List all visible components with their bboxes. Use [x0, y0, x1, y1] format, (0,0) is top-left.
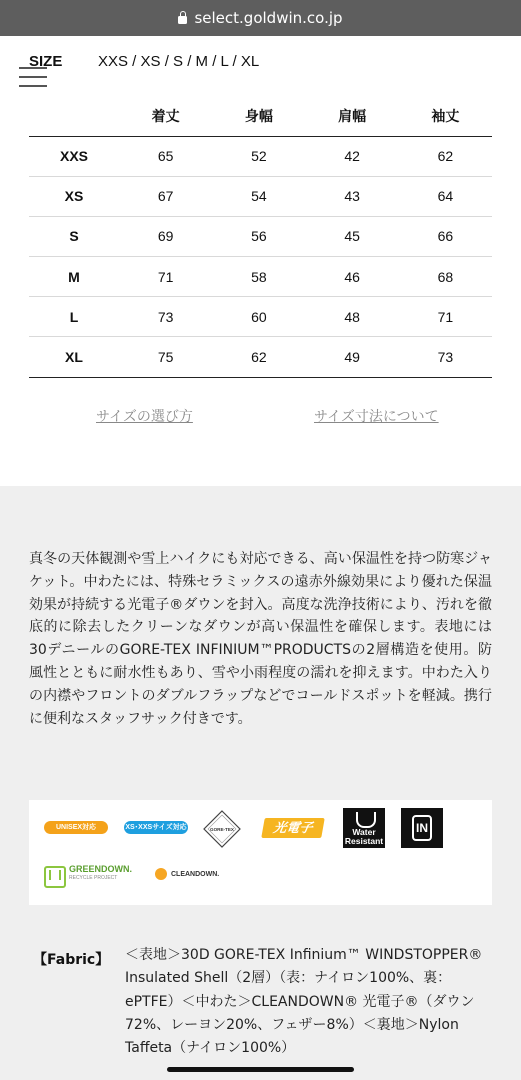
table-row [29, 297, 492, 337]
greendown-label: GREENDOWN. [69, 864, 132, 874]
in-badge-label: IN [412, 815, 432, 841]
value-cell: 71 [399, 297, 492, 337]
value-cell: 62 [399, 136, 492, 176]
hamburger-menu-icon[interactable] [19, 67, 47, 87]
value-cell: 75 [119, 337, 212, 377]
table-row [29, 337, 492, 377]
header-cell: 袖丈 [399, 96, 492, 136]
value-cell: 66 [399, 216, 492, 256]
size-cell: L [29, 297, 119, 337]
header-cell: 身幅 [212, 96, 305, 136]
table-header-row [29, 96, 492, 136]
value-cell: 67 [119, 176, 212, 216]
feature-badges [29, 800, 492, 905]
table-row [29, 176, 492, 216]
value-cell: 46 [306, 257, 399, 297]
greendown-icon [43, 862, 65, 886]
size-guide-link[interactable]: サイズの選び方 [96, 409, 193, 425]
value-cell: 58 [212, 257, 305, 297]
value-cell: 42 [306, 136, 399, 176]
value-cell: 68 [399, 257, 492, 297]
table-row [29, 216, 492, 256]
value-cell: 69 [119, 216, 212, 256]
header-cell: 肩幅 [306, 96, 399, 136]
size-cell: XL [29, 337, 119, 377]
value-cell: 48 [306, 297, 399, 337]
size-cell: XS [29, 176, 119, 216]
kodenshi-badge: 光電子 [261, 818, 325, 838]
browser-url-bar[interactable] [0, 0, 521, 36]
gore-tex-text: GORE-TEX [210, 827, 234, 832]
in-badge [401, 808, 443, 848]
unisex-badge: UNISEX対応 [44, 821, 108, 834]
header-cell [29, 96, 119, 136]
value-cell: 56 [212, 216, 305, 256]
greendown-sub-label: RECYCLE PROJECT [69, 875, 118, 881]
fabric-label: 【Fabric】 [33, 952, 110, 968]
value-cell: 73 [119, 297, 212, 337]
header-cell: 着丈 [119, 96, 212, 136]
value-cell: 49 [306, 337, 399, 377]
url-text: select.goldwin.co.jp [194, 9, 343, 27]
value-cell: 52 [212, 136, 305, 176]
size-cell: XXS [29, 136, 119, 176]
fabric-text: ＜表地＞30D GORE-TEX Infinium™ WINDSTOPPER® Insulated Shell（2層）（表：ナイロン100%、裏：ePTFE）＜中わた＞CLEANDOWN® 光電子®（ダウン72%、レーヨン20%、フェザー8%）＜裏地＞Nylon Taffeta（ナイロン100%） [125, 947, 483, 1057]
size-measurements-link[interactable]: サイズ寸法について [314, 409, 439, 425]
value-cell: 65 [119, 136, 212, 176]
water-resistant-badge: Water Resistant [343, 808, 385, 848]
value-cell: 43 [306, 176, 399, 216]
value-cell: 71 [119, 257, 212, 297]
size-label: SIZE [29, 53, 63, 70]
table-row [29, 136, 492, 176]
home-indicator[interactable] [167, 1067, 354, 1072]
cleandown-label: CLEANDOWN. [171, 870, 220, 878]
size-cell: M [29, 257, 119, 297]
value-cell: 45 [306, 216, 399, 256]
lock-icon [178, 16, 187, 24]
value-cell: 54 [212, 176, 305, 216]
size-cell: S [29, 216, 119, 256]
cleandown-badge [155, 866, 219, 882]
size-list: XXS / XS / S / M / L / XL [98, 53, 260, 70]
xs-size-badge: XS･XXSサイズ対応 [124, 821, 188, 834]
gore-tex-badge [203, 810, 241, 848]
greendown-badge [43, 862, 132, 886]
cleandown-icon [155, 868, 167, 880]
value-cell: 60 [212, 297, 305, 337]
table-row [29, 257, 492, 297]
value-cell: 73 [399, 337, 492, 377]
value-cell: 62 [212, 337, 305, 377]
size-table [29, 96, 492, 378]
product-description: 真冬の天体観測や雪上ハイクにも対応できる、高い保温性を持つ防寒ジャケット。中わたには、特殊セラミックスの遠赤外線効果により優れた保温効果が持続する光電子®ダウンを封入。高度な洗浄技術により、汚れを徹底的に除去したクリーンなダウンが高い保温性を確保します。表地には30デニールのGORE-TEX INFINIUM™PRODUCTSの2層構造を使用。防風性とともに耐水性もあり、雪や小雨程度の濡れを抑えます。中わた入りの内襟やフロントのダブルフラップなどでコールドスポットを軽減。携行に便利なスタッフサック付きです。 [29, 551, 492, 727]
value-cell: 64 [399, 176, 492, 216]
